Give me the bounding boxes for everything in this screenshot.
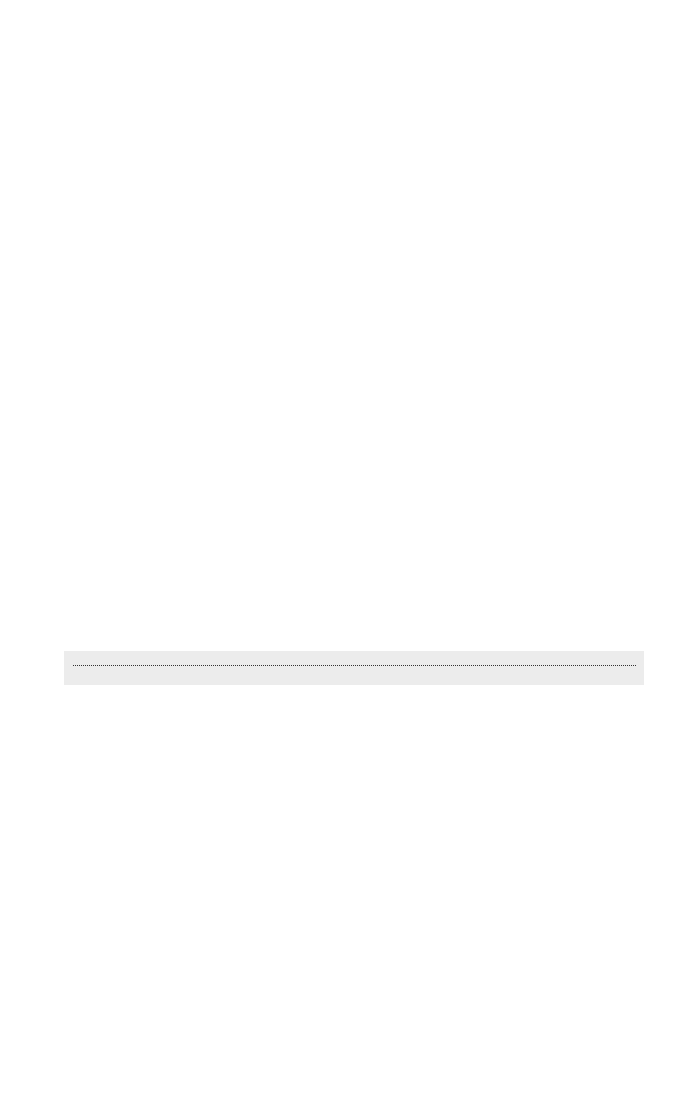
part-leader-dots: [73, 665, 636, 666]
part-heading: [64, 651, 644, 685]
